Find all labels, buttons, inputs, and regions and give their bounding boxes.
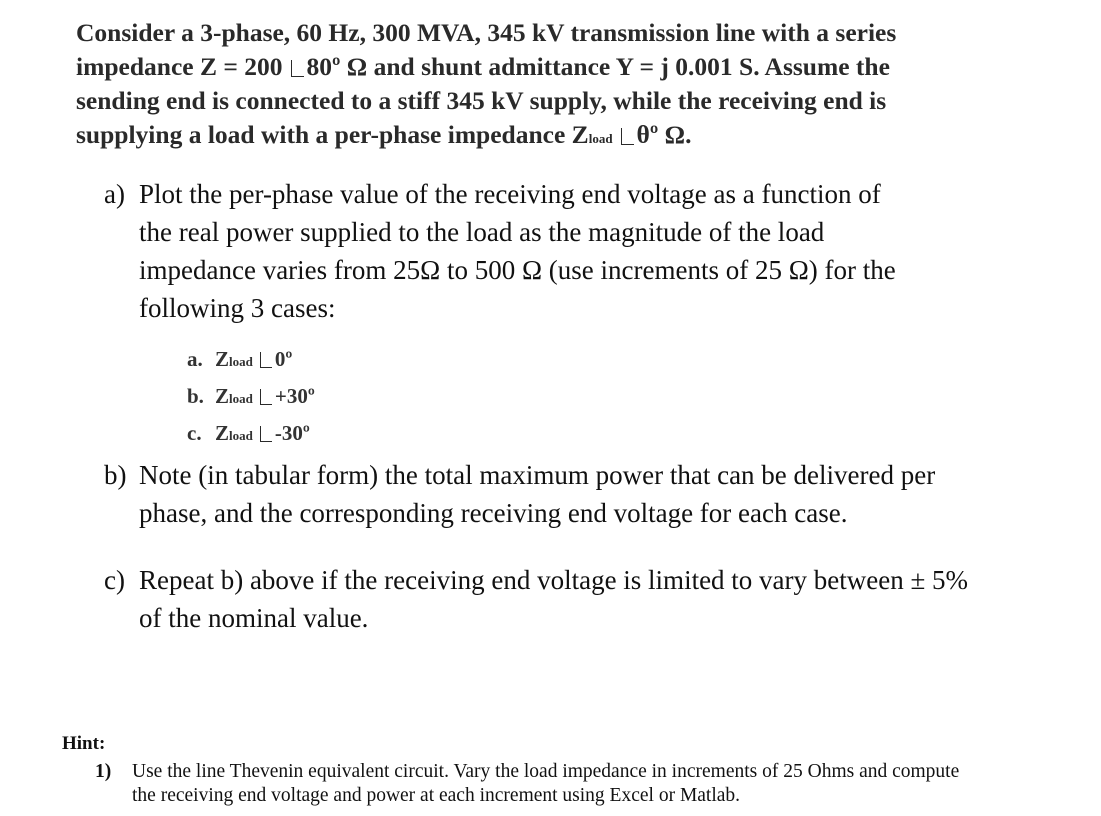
case-subscript: load (229, 391, 253, 406)
question-a-line: Plot the per-phase value of the receiving end voltage as a function of (139, 179, 881, 209)
angle-symbol-icon (260, 352, 272, 368)
angle-symbol-icon (260, 389, 272, 405)
case-letter: a. (187, 347, 203, 371)
hint-title: Hint: (62, 733, 106, 754)
case-item (187, 379, 315, 416)
question-a-body (139, 175, 896, 327)
question-c-line: of the nominal value. (139, 603, 369, 633)
question-b-body (139, 456, 935, 532)
question-a-label: a) (104, 179, 125, 209)
case-z: Z (215, 421, 230, 445)
angle-symbol-icon (291, 60, 304, 77)
hint-line: Use the line Thevenin equivalent circuit. Vary the load impedance in increments of 25 Ohms and compute (132, 761, 960, 782)
angle-symbol-icon (621, 128, 634, 145)
case-subscript: load (229, 354, 253, 369)
question-b-line: Note (in tabular form) the total maximum power that can be delivered per (139, 460, 936, 490)
case-letter: c. (187, 421, 202, 445)
intro-line-2-text-a: impedance Z = 200 (76, 52, 283, 81)
case-item (187, 416, 315, 453)
case-subscript: load (229, 428, 253, 443)
case-z: Z (215, 384, 230, 408)
question-c-line: Repeat b) above if the receiving end voltage is limited to vary between ± 5% (139, 565, 969, 595)
case-angle: 0º (274, 347, 293, 371)
hint-body (132, 760, 959, 808)
question-a-line: impedance varies from 25Ω to 500 Ω (use increments of 25 Ω) for the (139, 255, 896, 285)
angle-symbol-icon (260, 426, 272, 442)
hint-line: the receiving end voltage and power at each increment using Excel or Matlab. (132, 785, 741, 806)
intro-line-3: sending end is connected to a stiff 345 kV supply, while the receiving end is (76, 86, 887, 115)
question-a-line: the real power supplied to the load as the magnitude of the load (139, 217, 825, 247)
case-angle: -30º (274, 421, 310, 445)
question-b-line: phase, and the corresponding receiving end voltage for each case. (139, 498, 848, 528)
intro-line-2 (76, 50, 1076, 84)
problem-statement (76, 16, 1076, 156)
load-subscript: load (588, 131, 613, 146)
intro-line-4-text-b: θº Ω. (636, 120, 692, 149)
question-c-body (139, 561, 968, 637)
question-b-label: b) (104, 460, 127, 490)
case-z: Z (215, 347, 230, 371)
case-item (187, 342, 315, 379)
intro-line-4-text-a: supplying a load with a per-phase impedance Z (76, 120, 589, 149)
question-a-line: following 3 cases: (139, 293, 336, 323)
case-letter: b. (187, 384, 204, 408)
hint-number: 1) (95, 761, 112, 782)
intro-line-4 (76, 118, 1076, 156)
intro-line-1: Consider a 3-phase, 60 Hz, 300 MVA, 345 kV transmission line with a series (76, 18, 897, 47)
intro-line-2-text-b: 80º Ω and shunt admittance Y = j 0.001 S. Assume the (306, 52, 890, 81)
case-list (187, 342, 315, 453)
question-c-label: c) (104, 565, 125, 595)
case-angle: +30º (274, 384, 315, 408)
